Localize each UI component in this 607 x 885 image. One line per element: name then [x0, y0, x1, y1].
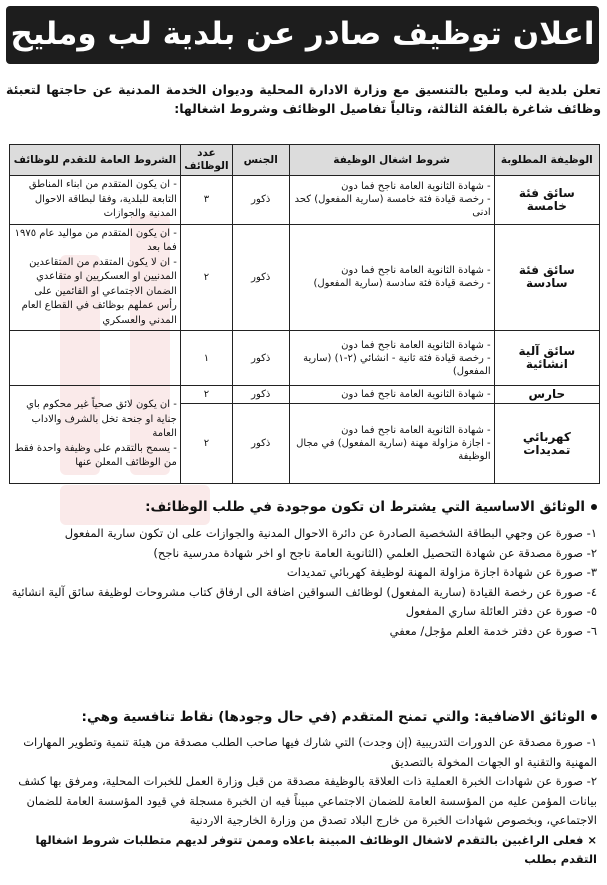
- job-count: ٢: [180, 404, 232, 484]
- list-item: ١- صورة مصدقة عن الدورات التدريبية (إن وجدت) التي شارك فيها صاحب الطلب مصدقة من هيئة تنمية وتطوير المهارات المهنية والتقنية او الجهات المخولة بالتصديق: [23, 735, 597, 769]
- job-conditions: [289, 176, 494, 225]
- list-item: ٢- صورة مصدقة عن شهادة التحصيل العلمي (الثانوية العامة ناجح او اخر شهادة مدرسية ناجح): [153, 545, 597, 560]
- job-count: ٢: [180, 386, 232, 404]
- extra-section-title: [8, 707, 597, 727]
- documents-section-title: [8, 497, 597, 517]
- job-title: سائق فئة سادسة: [494, 224, 599, 331]
- job-count: ١: [180, 331, 232, 386]
- job-title: سائق فئة خامسة: [494, 176, 599, 225]
- header-conditions: شروط اشغال الوظيفة: [289, 145, 494, 176]
- intro-paragraph: [6, 80, 601, 118]
- job-conditions: [289, 404, 494, 484]
- job-gender: ذكور: [232, 176, 289, 225]
- general-condition-line: - ان لا يكون المتقدم من المتقاعدين المدنيين او العسكريين او متقاعدي الضمان الاجتماعي او القائمين على رأس عملهم بوظائف في القطاع العام المدني والعسكري: [21, 256, 177, 326]
- table-row: [10, 331, 600, 386]
- list-item: ٦- صورة عن دفتر خدمة العلم مؤجل/ معفي: [389, 623, 597, 638]
- jobs-table: [9, 144, 600, 484]
- job-gender: ذكور: [232, 386, 289, 404]
- condition-line: - شهادة الثانوية العامة ناجح فما دون: [341, 425, 491, 436]
- job-conditions: [289, 331, 494, 386]
- job-gender: ذكور: [232, 404, 289, 484]
- job-title: كهربائي تمديدات: [494, 404, 599, 484]
- general-condition-line: - ان يكون لائق صحياً غير محكوم باي جناية او جنحة تخل بالشرف والاداب العامة: [26, 399, 177, 440]
- extra-list: [6, 733, 597, 870]
- job-gender: ذكور: [232, 224, 289, 331]
- list-item: ٢- صورة عن شهادات الخبرة العملية ذات العلاقة بالوظيفة مصدقة من قبل وزارة العمل للخبرات المحلية، ومرفق بها كشف بيانات المؤمن عليه من المؤسسة العامة للضمان الاجتماعي مبيناً فيه ان الخبرة مسجلة في قيود المؤسسة العامة للضمان الاجتماعي، وبخصوص شهادات الخبرة من خارج البلاد تصدق من وزارة الخارجية الاردنية: [18, 774, 597, 827]
- table-row: [10, 176, 600, 225]
- bullet-icon: [591, 714, 597, 720]
- bullet-icon: [591, 504, 597, 510]
- header-job: الوظيفة المطلوبة: [494, 145, 599, 176]
- job-title: حارس: [494, 386, 599, 404]
- general-condition: [10, 224, 181, 331]
- condition-line: - رخصة قيادة فئة سادسة (سارية المفعول): [313, 278, 491, 290]
- general-condition-line: - ان يكون المتقدم من مواليد عام ١٩٧٥ فما بعد: [14, 227, 177, 253]
- condition-line: - رخصة قيادة فئة ثانية - انشائي (٢-١) (سارية المفعول): [303, 352, 491, 377]
- announcement-title: اعلان توظيف صادر عن بلدية لب ومليح: [10, 16, 595, 52]
- table-row: [10, 386, 600, 404]
- intro-text: تعلن بلدية لب ومليح بالتنسيق مع وزارة الادارة المحلية وديوان الخدمة المدنية عن حاجتها لتعبئة وظائف شاغرة بالفئة الثالثة، وتالياً تفاصيل الوظائف وشروط اشغالها:: [6, 82, 601, 116]
- list-item: ١- صورة عن وجهي البطاقة الشخصية الصادرة عن دائرة الاحوال المدنية والجوازات على ان تكون سارية المفعول: [64, 526, 597, 540]
- job-gender: ذكور: [232, 331, 289, 386]
- condition-line: - شهادة الثانوية العامة ناجح فما دون: [341, 265, 491, 277]
- title-banner: [6, 6, 599, 64]
- job-conditions: [289, 224, 494, 331]
- header-gender: الجنس: [232, 145, 289, 176]
- condition-line: - شهادة الثانوية العامة ناجح فما دون: [341, 389, 491, 400]
- condition-line: - شهادة الثانوية العامة ناجح فما دون: [341, 339, 491, 351]
- job-count: ٢: [180, 224, 232, 331]
- documents-list: [6, 524, 597, 641]
- general-condition: [10, 386, 181, 484]
- list-item: ٥- صورة عن دفتر العائلة ساري المفعول: [405, 604, 597, 618]
- footer-note: × فعلى الراغبين بالتقدم لاشغال الوظائف المبينة باعلاه وممن تتوفر لديهم متطلبات شروط اشغالها التقدم بطلب: [35, 832, 597, 866]
- table-row: [10, 224, 600, 331]
- condition-line: - شهادة الثانوية العامة ناجح فما دون: [341, 181, 491, 193]
- condition-line: - اجازة مزاولة مهنة (سارية المفعول) في مجال الوظيفة: [296, 438, 491, 462]
- job-title: سائق آلية انشائية: [494, 331, 599, 386]
- general-condition-blank: [10, 331, 181, 386]
- header-count: عدد الوظائف: [180, 145, 232, 176]
- header-general: الشروط العامة للتقدم للوظائف: [10, 145, 181, 176]
- documents-title-text: الوثائق الاساسية التي يشترط ان تكون موجودة في طلب الوظائف:: [145, 499, 585, 515]
- list-item: ٣- صورة عن شهادة اجازة مزاولة المهنة لوظيفة كهربائي تمديدات: [286, 565, 597, 579]
- general-condition: - ان يكون المتقدم من ابناء المناطق التابعة للبلدية، وفقا لبطاقة الاحوال المدنية والجوازات: [10, 176, 181, 225]
- job-count: ٣: [180, 176, 232, 225]
- general-condition-line: - يسمح بالتقدم على وظيفة واحدة فقط من الوظائف المعلن عنها: [14, 442, 177, 469]
- table-header-row: [10, 145, 600, 176]
- list-item: ٤- صورة عن رخصة القيادة (سارية المفعول) لوظائف السواقين اضافة الى ارفاق كتاب مشروحات لوظيفة سائق آلية انشائية: [11, 584, 597, 599]
- job-conditions: [289, 386, 494, 404]
- extra-title-text: الوثائق الاضافية: والتي تمنح المتقدم (في حال وجودها) نقاط تنافسية وهي:: [81, 709, 585, 725]
- condition-line: - رخصة قيادة فئة خامسة (سارية المفعول) كحد ادنى: [294, 194, 491, 219]
